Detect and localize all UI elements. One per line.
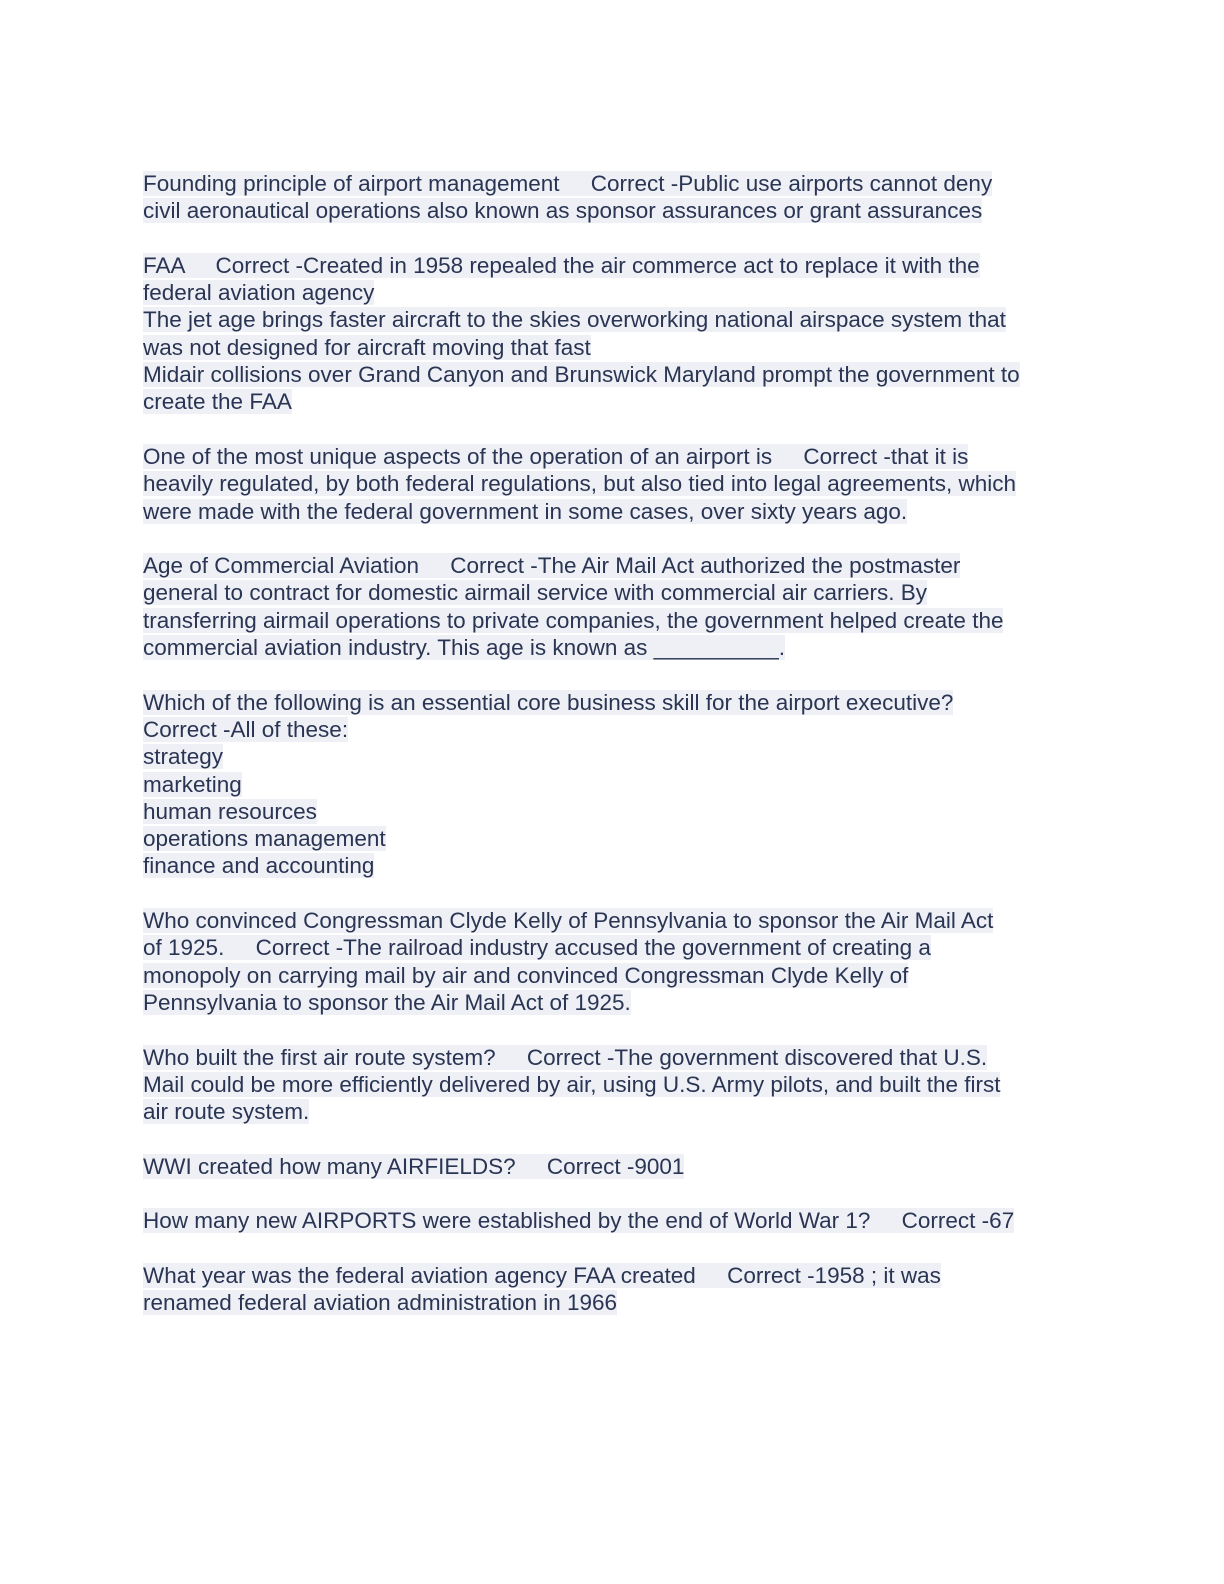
list-item: operations management — [143, 826, 386, 852]
document-page — [143, 170, 1083, 1344]
qa-block-commercial-aviation-age — [143, 552, 1083, 661]
text-line: of 1925. Correct -The railroad industry accused the government of creating a — [143, 935, 931, 961]
qa-block-core-business-skills — [143, 689, 1083, 880]
list-item: marketing — [143, 771, 242, 797]
qa-block-unique-aspects — [143, 443, 1083, 525]
list-item: strategy — [143, 744, 224, 770]
qa-block-airport-management-principle — [143, 170, 1083, 225]
text-line: Who built the first air route system? Correct -The government discovered that U.S. — [143, 1044, 988, 1070]
qa-block-air-mail-act-sponsor — [143, 907, 1083, 1016]
text-line: general to contract for domestic airmail service with commercial air carriers. By — [143, 580, 927, 606]
text-line: Age of Commercial Aviation Correct -The Air Mail Act authorized the postmaster — [143, 553, 961, 579]
text-line: create the FAA — [143, 389, 292, 415]
text-line: WWI created how many AIRFIELDS? Correct -9001 — [143, 1153, 685, 1179]
text-line: Midair collisions over Grand Canyon and Brunswick Maryland prompt the government to — [143, 362, 1020, 388]
qa-block-new-airports — [143, 1207, 1083, 1234]
text-line: Correct -All of these: — [143, 716, 349, 742]
qa-block-faa — [143, 252, 1083, 416]
text-line: What year was the federal aviation agency FAA created Correct -1958 ; it was — [143, 1262, 941, 1288]
text-line: Mail could be more efficiently delivered by air, using U.S. Army pilots, and built the first — [143, 1071, 1001, 1097]
qa-block-first-air-route — [143, 1044, 1083, 1126]
text-line: monopoly on carrying mail by air and convinced Congressman Clyde Kelly of — [143, 962, 909, 988]
list-item: finance and accounting — [143, 853, 375, 879]
text-line: Which of the following is an essential core business skill for the airport executive? — [143, 689, 954, 715]
text-line: was not designed for aircraft moving that fast — [143, 334, 591, 360]
text-line: civil aeronautical operations also known as sponsor assurances or grant assurances — [143, 198, 983, 224]
text-line: air route system. — [143, 1099, 310, 1125]
qa-block-wwi-airfields — [143, 1153, 1083, 1180]
text-line: federal aviation agency — [143, 280, 375, 306]
list-item: human resources — [143, 798, 317, 824]
text-line: Pennsylvania to sponsor the Air Mail Act of 1925. — [143, 989, 631, 1015]
text-line: transferring airmail operations to private companies, the government helped create the — [143, 607, 1004, 633]
text-line: Who convinced Congressman Clyde Kelly of Pennsylvania to sponsor the Air Mail Act — [143, 908, 994, 934]
text-line: One of the most unique aspects of the operation of an airport is Correct -that it is — [143, 443, 969, 469]
text-line: commercial aviation industry. This age is known as __________. — [143, 635, 786, 661]
text-line: were made with the federal government in some cases, over sixty years ago. — [143, 498, 908, 524]
text-line: Founding principle of airport management Correct -Public use airports cannot deny — [143, 171, 993, 196]
text-line: The jet age brings faster aircraft to the skies overworking national airspace system that — [143, 307, 1006, 333]
text-line: renamed federal aviation administration in 1966 — [143, 1290, 618, 1316]
text-line: heavily regulated, by both federal regulations, but also tied into legal agreements, which — [143, 471, 1017, 497]
text-line: FAA Correct -Created in 1958 repealed the air commerce act to replace it with the — [143, 252, 980, 278]
text-line: How many new AIRPORTS were established by the end of World War 1? Correct -67 — [143, 1208, 1015, 1234]
qa-block-faa-created-year — [143, 1262, 1083, 1317]
